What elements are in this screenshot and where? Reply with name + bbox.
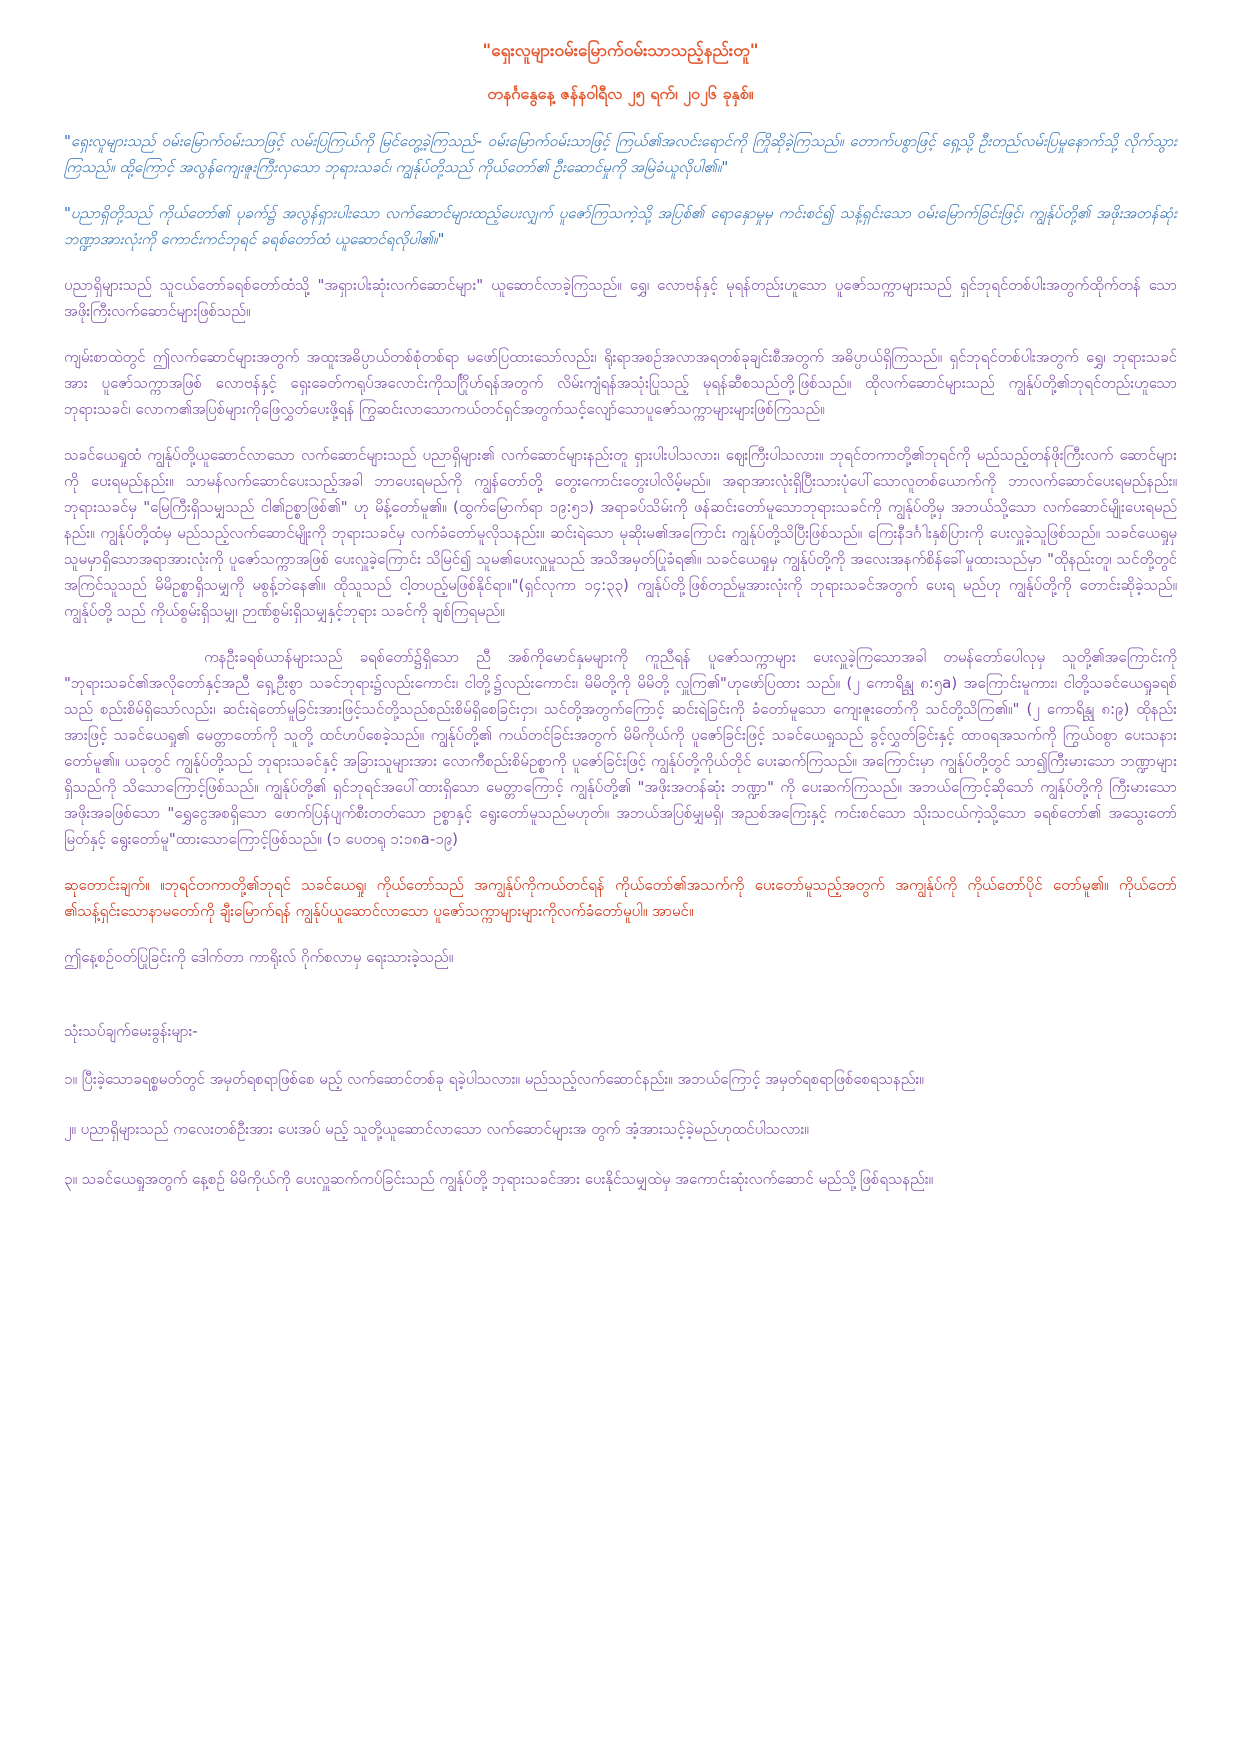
questions-heading: သုံးသပ်ချက်မေးခွန်းများ- [64,1022,198,1040]
body-paragraph-2: ကျမ်းစာထဲတွင် ဤလက်ဆောင်များအတွက် အထူးအဓိပ္ပာယ်တစ်စုံတစ်ရာ မဖော်ပြထားသော်လည်း၊ ရိုးရာအစဉ်အလာအရတစ်ခုချင်းစီအတွက် အဓိပ္ပာယ်ရှိကြသည်။ ရှင်ဘုရင်တစ်ပါးအတွက် ရွှေ၊ ဘုရားသခင်အား ပူဇော်သက္ကာအဖြစ် လောဗန်နှင့် ရှေးခေတ်ကရုပ်အလောင်းကိုသင်္ဂြိုဟ်ရန်အတွက် လိမ်းကျံရန်အသုံးပြုသည့် မုရန်ဆီစသည်တို့ဖြစ်သည်။ ထိုလက်ဆောင်များသည် ကျွန်ုပ်တို့၏ဘုရင်တည်းဟူသောဘုရားသခင်၊ လောက၏အပြစ်များကိုဖြေလွှတ်ပေးဖို့ရန် ကြွဆင်းလာသောကယ်တင်ရှင်အတွက်သင့်လျော်သောပူဇော်သက္ကာများများဖြစ်ကြသည်။ [64,348,1177,418]
page-title: "ရှေးလူများဝမ်းမြောက်ဝမ်းသာသည့်နည်းတူ" [482,41,759,61]
body-paragraph-1: ပညာရှိများသည် သူငယ်တော်ခရစ်တော်ထံသို့ "အရှားပါးဆုံးလက်ဆောင်များ" ယူဆောင်လာခဲ့ကြသည်။ ရွှေ၊ လောဗန်နှင့် မုရန်တည်းဟူသော ပူဇော်သက္ကာများသည် ရှင်ဘုရင်တစ်ပါးအတွက်ထိုက်တန် သော အဖိုးကြီးလက်ဆောင်များဖြစ်သည်။ [64,276,1177,320]
date-line: တနင်္ဂနွေနေ့ ဇန်နဝါရီလ ၂၅ ရက်၊ ၂၀၂၆ ခုနှစ်။ [487,84,754,103]
devotional-page [64,38,1177,1216]
body-paragraph-3: သခင်ယေရှုထံ ကျွန်ုပ်တို့ယူဆောင်လာသော လက်ဆောင်များသည် ပညာရှိများ၏ လက်ဆောင်များနည်းတူ ရှားပါးပါသလား၊ ဈေးကြီးပါသလား။ ဘုရင်တကာတို့၏ဘုရင်ကို မည်သည့်တန်ဖိုးကြီးလက် ဆောင်များကို ပေးရမည်နည်း။ သာမန်လက်ဆောင်ပေးသည့်အခါ ဘာပေးရမည်ကို ကျွန်တော်တို့ တွေးကောင်းတွေးပါလိမ့်မည်။ အရာအားလုံးရှိပြီးသားပုံပေါ်သောလူတစ်ယောက်ကို ဘာလက်ဆောင်ပေးရမည်နည်း။ ဘုရားသခင်မှ "မြေကြီးရှိသမျှသည် ငါ၏ဥစ္စာဖြစ်၏" ဟု မိန့်တော်မူ၏။ (ထွက်မြောက်ရာ ၁၉:၅၁) အရာခပ်သိမ်းကို ဖန်ဆင်းတော်မူသောဘုရားသခင်ကို ကျွန်ုပ်တို့မှ အဘယ်သို့သော လက်ဆောင်မျိုးပေးရမည်နည်း။ ကျွန်ုပ်တို့ထံမှ မည်သည့်လက်ဆောင်မျိုးကို ဘုရားသခင်မှ လက်ခံတော်မူလိုသနည်း။ ဆင်းရဲသော မုဆိုးမ၏အကြောင်း ကျွန်ုပ်တို့သိပြီးဖြစ်သည်။ ကြေးနီဒင်္ဂါးနှစ်ပြားကို ပေးလှူခဲ့သူဖြစ်သည်။ သခင်ယေရှုမှ သူမမှာရှိသောအရာအားလုံးကို ပူဇော်သက္ကာအဖြစ် ပေးလှူခဲ့ကြောင်း သိမြင်၍ သူမ၏ပေးလှူမှုသည် အသိအမှတ်ပြုခံရ၏။ သခင်ယေရှုမှ ကျွန်ုပ်တို့ကို အလေးအနက်စိန်ခေါ်မှုထားသည်မှာ "ထိုနည်းတူ၊ သင်တို့တွင် အကြင်သူသည် မိမိဥစ္စာရှိသမျှကို မစွန့်ဘဲနေ၏။ ထိုသူသည် ငါ့တပည့်မဖြစ်နိုင်ရာ။"(ရှင်လုကာ ၁၄:၃၃) ကျွန်ုပ်တို့ဖြစ်တည်မှုအားလုံးကို ဘုရားသခင်အတွက် ပေးရ မည်ဟု ကျွန်ုပ်တို့ကို တောင်းဆိုခဲ့သည်။ ကျွန်ုပ်တို့ သည် ကိုယ်စွမ်းရှိသမျှ၊ ဉာဏ်စွမ်းရှိသမျှနှင့်ဘုရား သခင်ကို ချစ်ကြရမည်။ [64,446,1177,620]
question-item-1: ၁။ ပြီးခဲ့သောခရစ္စမတ်တွင် အမှတ်ရစရာဖြစ်စေ မည့် လက်ဆောင်တစ်ခု ရခဲ့ပါသလား။ မည်သည့်လက်ဆောင်နည်း။ အဘယ်ကြောင့် အမှတ်ရစရာဖြစ်စေရသနည်း။ [64,1070,924,1088]
opening-quote-1: "ရှေးလူများသည် ဝမ်းမြောက်ဝမ်းသာဖြင့် လမ်းပြကြယ်ကို မြင်တွေ့ခဲ့ကြသည်- ဝမ်းမြောက်ဝမ်းသာဖြင့် ကြယ်၏အလင်းရောင်ကို ကြိုဆိုခဲ့ကြသည်။ တောက်ပစွာဖြင့် ရှေ့သို့ ဦးတည်လမ်းပြမှုနောက်သို့ လိုက်သွားကြသည်။ ထို့ကြောင့် အလွန်ကျေးဇူးကြီးလှသော ဘုရားသခင်၊ ကျွန်ုပ်တို့သည် ကိုယ်တော်၏ ဦးဆောင်မှုကို အမြဲခံယူလိုပါ၏။" [64,132,1177,176]
author-credit: ဤနေ့စဉ်ဝတ်ပြုခြင်းကို ဒေါက်တာ ကာရိုးလ် ဂိုက်စလာမှ ရေးသားခဲ့သည်။ [64,948,454,966]
prayer-paragraph: ဆုတောင်းချက်။ ။ဘုရင်တကာတို့၏ဘုရင် သခင်ယေရှု၊ ကိုယ်တော်သည် အကျွန်ုပ်ကိုကယ်တင်ရန် ကိုယ်တော်၏အသက်ကို ပေးတော်မူသည့်အတွက် အကျွန်ုပ်ကို ကိုယ်တော်ပိုင် တော်မူ၏။ ကိုယ်တော် ၏သန့်ရှင်းသောနာမတော်ကို ချီးမြောက်ရန် ကျွန်ုပ်ယူဆောင်လာသော ပူဇော်သက္ကာများများကိုလက်ခံတော်မူပါ။ အာမင်။ [64,876,1177,920]
body-paragraph-4: ကနဦးခရစ်ယာန်များသည် ခရစ်တော်၌ရှိသော ညီ အစ်ကိုမောင်နှမများကို ကူညီရန် ပူဇော်သက္ကာများ ပေးလှူခဲ့ကြသောအခါ တမန်တော်ပေါလုမှ သူတို့၏အကြောင်းကို "ဘုရားသခင်၏အလိုတော်နှင့်အညီ ရှေ့ဦးစွာ သခင်ဘုရား၌လည်းကောင်း၊ ငါတို့၌လည်းကောင်း၊ မိမိတို့ကို မိမိတို့ လှူကြ၏"ဟုဖော်ပြထား သည်။ (၂ ကောရိန္သု ၈:၅a) အကြောင်းမူကား၊ ငါတို့သခင်ယေရှုခရစ်သည် စည်းစိမ်ရှိသော်လည်း၊ ဆင်းရဲတော်မူခြင်းအားဖြင့်သင်တို့သည်စည်းစိမ်ရှိစေခြင်းငှာ၊ သင်တို့အတွက်ကြောင့် ဆင်းရဲခြင်းကို ခံတော်မူသော ကျေးဇူးတော်ကို သင်တို့သိကြ၏။" (၂ ကောရိန္သု ၈:၉) ထိုနည်းအားဖြင့် သခင်ယေရှု၏ မေတ္တာတော်ကို သူတို့ ထင်ဟပ်စေခဲ့သည်။ ကျွန်ုပ်တို့၏ ကယ်တင်ခြင်းအတွက် မိမိကိုယ်ကို ပူဇော်ခြင်းဖြင့် သခင်ယေရှုသည် ခွင့်လွှတ်ခြင်းနှင့် ထာဝရအသက်ကို ကြွယ်ဝစွာ ပေးသနားတော်မူ၏။ ယခုတွင် ကျွန်ုပ်တို့သည် ဘုရားသခင်နှင့် အခြားသူများအား လောကီစည်းစိမ်ဥစ္စာကို ပူဇော်ခြင်းဖြင့် ကျွန်ုပ်တို့ကိုယ်တိုင် ပေးဆက်ကြသည်။ အကြောင်းမှာ ကျွန်ုပ်တို့တွင် သာ၍ကြီးမားသော ဘဏ္ဍာများရှိသည်ကို သိသောကြောင့်ဖြစ်သည်။ ကျွန်ုပ်တို့၏ ရှင်ဘုရင်အပေါ်ထားရှိသော မေတ္တာကြောင့် ကျွန်ုပ်တို့၏ "အဖိုးအတန်ဆုံး ဘဏ္ဍာ" ကို ပေးဆက်ကြသည်။ အဘယ်ကြောင့်ဆိုသော် ကျွန်ုပ်တို့ကို ကြီးမားသောအဖိုးအခဖြစ်သော "ရွှေငွေအစရှိသော ဖောက်ပြန်ပျက်စီးတတ်သော ဥစ္စာနှင့် ရွေးတော်မူသည်မဟုတ်။ အဘယ်အပြစ်မျှမရှိ၊ အညစ်အကြေးနှင့် ကင်းစင်သော သိုးသငယ်ကဲ့သို့သော ခရစ်တော်၏ အသွေးတော်မြတ်နှင့် ရွေးတော်မူ"ထားသောကြောင့်ဖြစ်သည်။ (၁ ပေတရု ၁:၁၈a-၁၉) [64,648,1177,848]
opening-quote-2: "ပညာရှိတို့သည် ကိုယ်တော်၏ ပုခက်၌ အလွန်ရှားပါးသော လက်ဆောင်များထည့်ပေးလျှက် ပူဇော်ကြသကဲ့သို့ အပြစ်၏ ရောနှောမှုမှ ကင်းစင်၍ သန့်ရှင်းသော ဝမ်းမြောက်ခြင်းဖြင့်၊ ကျွန်ုပ်တို့၏ အဖိုးအတန်ဆုံး ဘဏ္ဍာအားလုံးကို ကောင်းကင်ဘုရင် ခရစ်တော်ထံ ယူဆောင်ရလိုပါ၏။" [64,204,1177,248]
question-item-2: ၂။ ပညာရှိများသည် ကလေးတစ်ဦးအား ပေးအပ် မည့် သူတို့ယူဆောင်လာသော လက်ဆောင်များအ တွက် အံ့အားသင့်ခဲ့မည်ဟုထင်ပါသလား။ [64,1120,809,1138]
question-item-3: ၃။ သခင်ယေရှုအတွက် နေ့စဉ် မိမိကိုယ်ကို ပေးလှူဆက်ကပ်ခြင်းသည် ကျွန်ုပ်တို့ ဘုရားသခင်အား ပေးနိုင်သမျှထဲမှ အကောင်းဆုံးလက်ဆောင် မည်သို့ဖြစ်ရသနည်း။ [64,1170,934,1188]
